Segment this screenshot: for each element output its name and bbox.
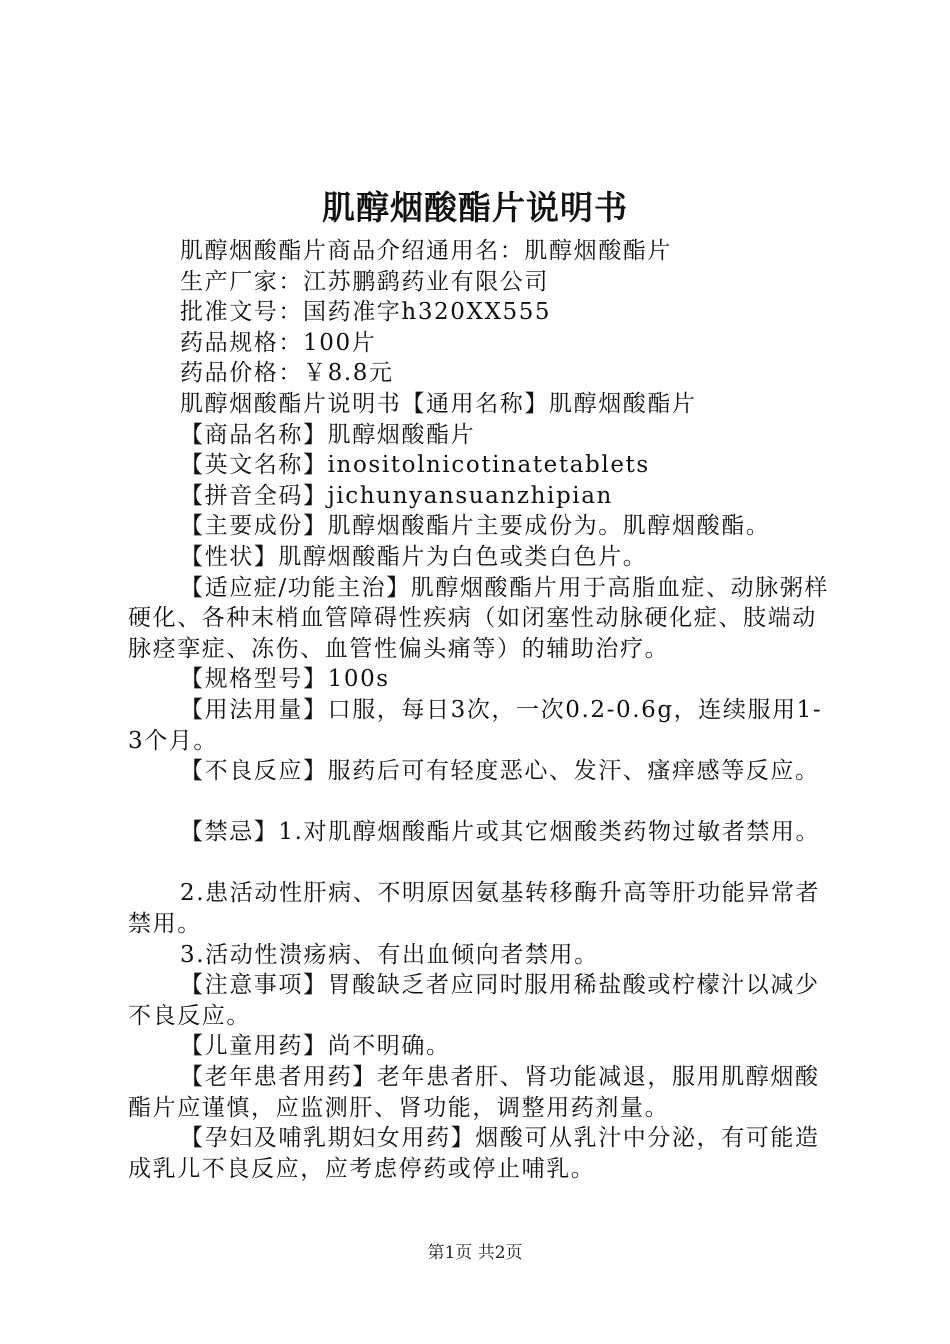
paragraph-geriatric-use: 【老年患者用药】老年患者肝、肾功能减退，服用肌醇烟酸酯片应谨慎，应监测肝、肾功能，调整用药剂量。: [128, 1064, 820, 1121]
document-title: 肌醇烟酸酯片说明书: [322, 188, 628, 227]
page-footer: 第1页 共2页: [427, 1243, 523, 1263]
paragraph-dosage: 【用法用量】口服，每日3次，一次0.2-0.6g，连续服用1-3个月。: [128, 696, 823, 754]
paragraph-price: 药品价格：￥8.8元: [180, 360, 394, 387]
paragraph-contraindications: 【禁忌】1.对肌醇烟酸酯片或其它烟酸类药物过敏者禁用。: [180, 819, 821, 846]
paragraph-pediatric-use: 【儿童用药】尚不明确。: [180, 1033, 451, 1060]
document-body: [128, 236, 836, 1184]
paragraph-ingredients: 【主要成份】肌醇烟酸酯片主要成份为。肌醇烟酸酯。: [180, 513, 771, 540]
paragraph-trade-name: 【商品名称】肌醇烟酸酯片: [180, 421, 476, 448]
paragraph-pinyin: 【拼音全码】jichunyansuanzhipian: [180, 482, 613, 509]
paragraph-indications: 【适应症/功能主治】肌醇烟酸酯片用于高脂血症、动脉粥样硬化、各种末梢血管障碍性疾病（如闭塞性动脉硬化症、肢端动脉痉挛症、冻伤、血管性偏头痛等）的辅助治疗。: [128, 574, 829, 662]
paragraph-generic-name: 肌醇烟酸酯片说明书【通用名称】肌醇烟酸酯片: [180, 390, 697, 417]
paragraph-contraindication-3: 3.活动性溃疡病、有出血倾向者禁用。: [180, 941, 599, 968]
paragraph-appearance: 【性状】肌醇烟酸酯片为白色或类白色片。: [180, 543, 648, 570]
paragraph-model: 【规格型号】100s: [180, 666, 390, 693]
paragraph-precautions: 【注意事项】胃酸缺乏者应同时服用稀盐酸或柠檬汁以减少不良反应。: [128, 972, 820, 1029]
paragraph-english-name: 【英文名称】inositolnicotinatetablets: [180, 452, 650, 479]
paragraph-approval-number: 批准文号：国药准字h320XX555: [180, 299, 552, 326]
paragraph-pregnancy-lactation: 【孕妇及哺乳期妇女用药】烟酸可从乳汁中分泌，有可能造成乳儿不良反应，应考虑停药或停止哺乳。: [128, 1125, 820, 1182]
paragraph-contraindication-2: 2.患活动性肝病、不明原因氨基转移酶升高等肝功能异常者禁用。: [128, 880, 821, 938]
paragraph-adverse-reactions: 【不良反应】服药后可有轻度恶心、发汗、瘙痒感等反应。: [180, 758, 820, 785]
paragraph-manufacturer: 生产厂家：江苏鹏鹞药业有限公司: [180, 268, 549, 295]
paragraph-intro: 肌醇烟酸酯片商品介绍通用名：肌醇烟酸酯片: [180, 238, 672, 264]
blank-line: [128, 787, 836, 818]
blank-line: [128, 848, 836, 879]
paragraph-specification: 药品规格：100片: [180, 329, 377, 356]
